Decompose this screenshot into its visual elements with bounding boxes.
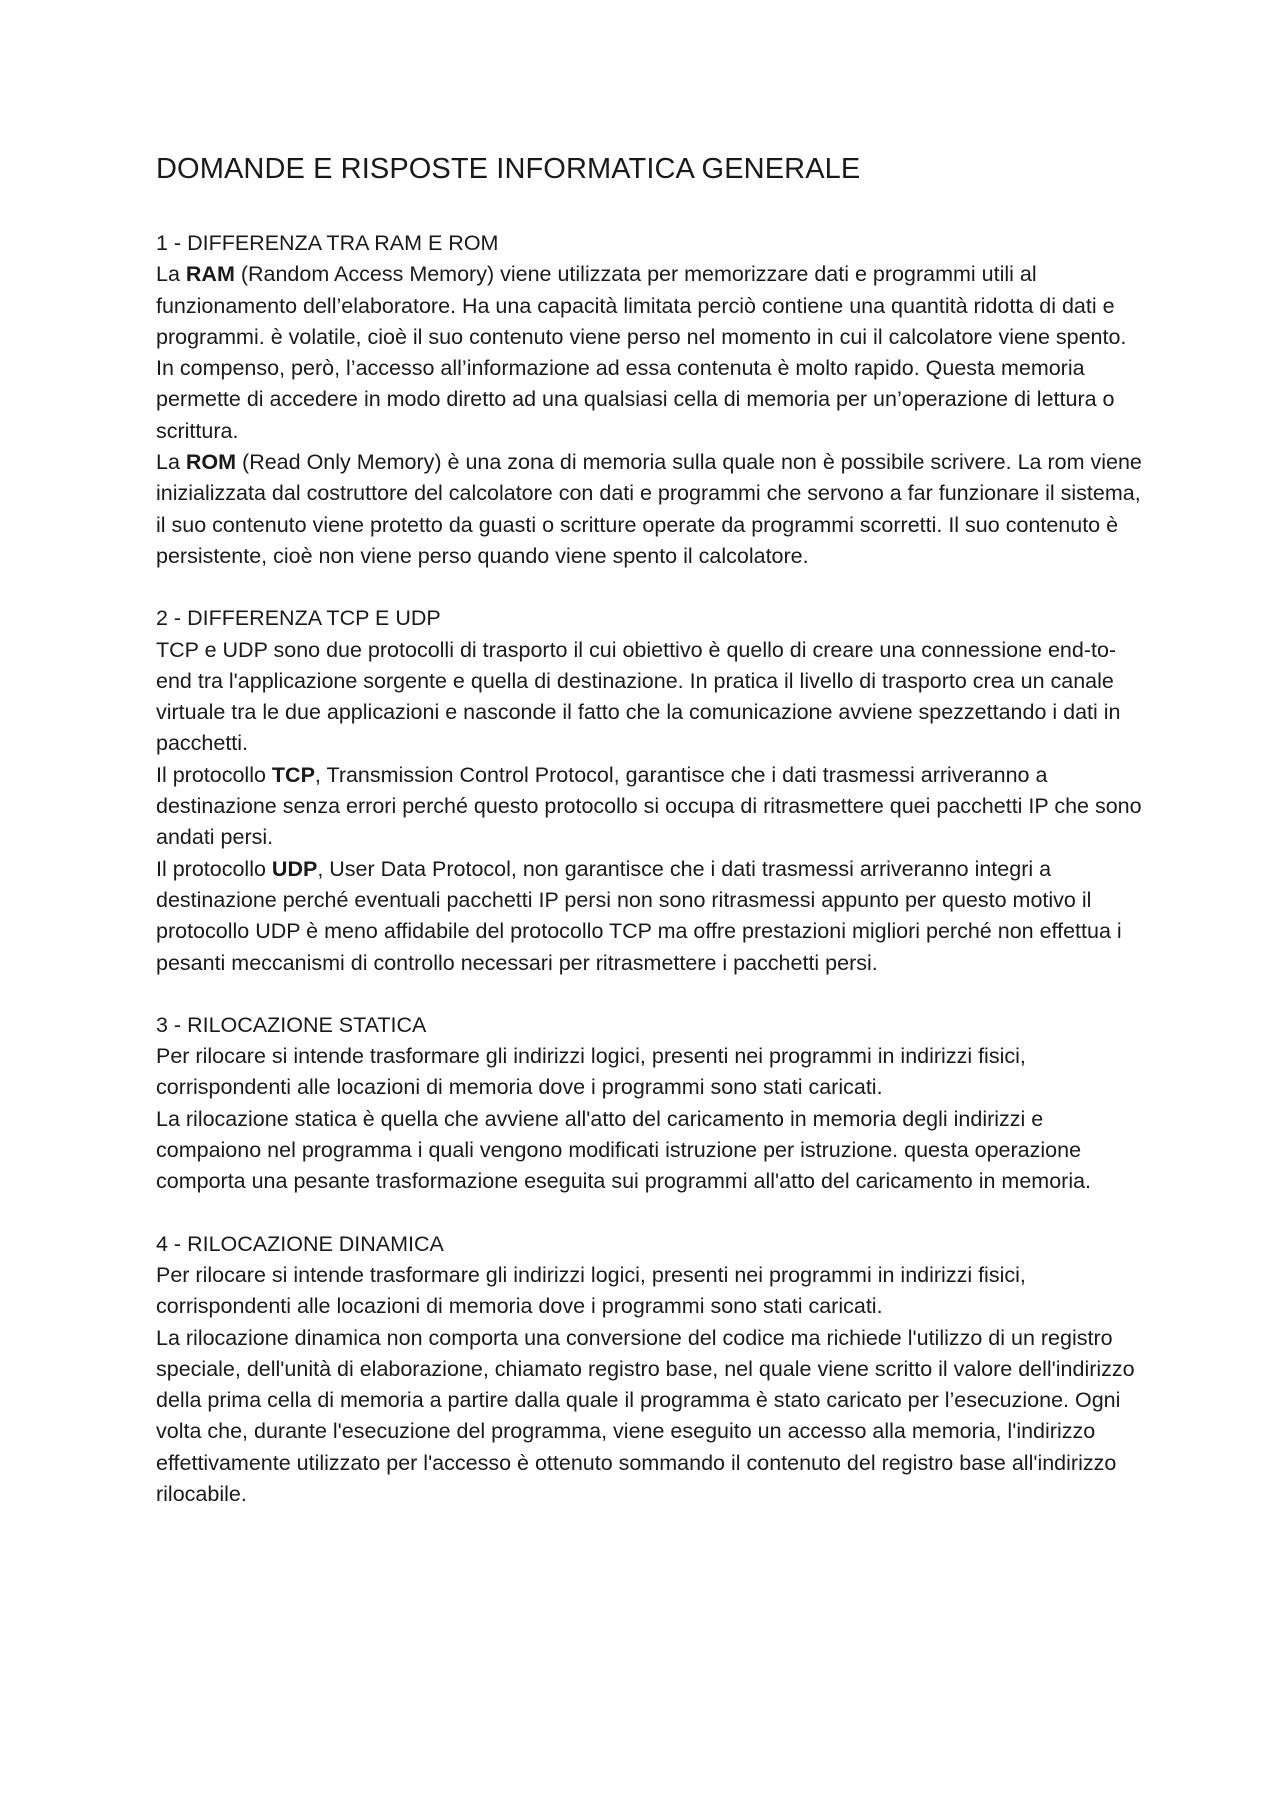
paragraph-text: TCP e UDP sono due protocolli di trasporto il cui obiettivo è quello di creare una connessione end-to-end tra l'applicazione sorgente e quella di destinazione. In pratica il livello di trasporto crea un canale virtuale tra le due applicazioni e nasconde il fatto che la comunicazione avviene spezzettando i dati in pacchetti. [156, 637, 1121, 756]
paragraph-text: Per rilocare si intende trasformare gli indirizzi logici, presenti nei programmi in indirizzi fisici, corrispondenti alle locazioni di memoria dove i programmi sono stati caricati. [156, 1044, 1026, 1100]
paragraph [156, 1104, 1146, 1198]
paragraph [156, 1260, 1146, 1323]
section-heading: 2 - DIFFERENZA TCP E UDP [156, 606, 441, 631]
section-heading: 4 - RILOCAZIONE DINAMICA [156, 1231, 444, 1256]
paragraph-text: La rilocazione dinamica non comporta una conversione del codice ma richiede l'utilizzo di un registro speciale, dell'unità di elaborazione, chiamato registro base, nel quale viene scritto il valore dell'indirizzo della prima cella di memoria a partire dalla quale il programma è stato caricato per l’esecuzione. Ogni volta che, durante l'esecuzione del programma, viene eseguito un accesso alla memoria, l'indirizzo effettivamente utilizzato per l'accesso è ottenuto sommando il contenuto del registro base all'indirizzo rilocabile. [156, 1325, 1135, 1506]
paragraph-text: , User Data Protocol, non garantisce che i dati trasmessi arriveranno integri a destinazione perché eventuali pacchetti IP persi non sono ritrasmessi appunto per questo motivo il protocollo UDP è meno affidabile del protocollo TCP ma offre prestazioni migliori perché non effettua i pesanti meccanismi di controllo necessari per ritrasmettere i pacchetti persi. [156, 856, 1122, 975]
paragraph-text: La rilocazione statica è quella che avviene all'atto del caricamento in memoria degli indirizzi e compaiono nel programma i quali vengono modificati istruzione per istruzione. questa operazione comporta una pesante trasformazione eseguita sui programmi all'atto del caricamento in memoria. [156, 1106, 1092, 1194]
section-rilocazione-dinamica [156, 1229, 1146, 1511]
paragraph-text: Il protocollo [156, 762, 272, 787]
bold-term: TCP [271, 762, 315, 787]
paragraph [156, 635, 1146, 760]
paragraph-text: La [156, 262, 186, 287]
section-tcp-udp [156, 603, 1146, 979]
paragraph-text: (Random Access Memory) viene utilizzata per memorizzare dati e programmi utili al funzionamento dell’elaboratore. Ha una capacità limitata perciò contiene una quantità ridotta di dati e programmi. è volatile, cioè il suo contenuto viene perso nel momento in cui il calcolatore viene spento. In compenso, però, l’accesso all’informazione ad essa contenuta è molto rapido. Questa memoria permette di accedere in modo diretto ad una qualsiasi cella di memoria per un’operazione di lettura o scrittura. [156, 262, 1127, 443]
section-heading: 3 - RILOCAZIONE STATICA [156, 1012, 427, 1037]
section-ram-rom [156, 228, 1146, 572]
paragraph [156, 1041, 1146, 1104]
paragraph [156, 854, 1146, 979]
paragraph-text: (Read Only Memory) è una zona di memoria sulla quale non è possibile scrivere. La rom viene inizializzata dal costruttore del calcolatore con dati e programmi che servono a far funzionare il sistema, il suo contenuto viene protetto da guasti o scritture operate da programmi scorretti. Il suo contenuto è persistente, cioè non viene perso quando viene spento il calcolatore. [156, 450, 1142, 568]
bold-term: ROM [185, 450, 237, 475]
document-page [156, 150, 1146, 1541]
paragraph [156, 259, 1146, 447]
paragraph [156, 1323, 1146, 1511]
document-title: DOMANDE E RISPOSTE INFORMATICA GENERALE [156, 153, 861, 185]
bold-term: RAM [185, 262, 235, 287]
paragraph-text: , Transmission Control Protocol, garantisce che i dati trasmessi arriveranno a destinazione senza errori perché questo protocollo si occupa di ritrasmettere quei pacchetti IP che sono andati persi. [156, 762, 1142, 850]
paragraph [156, 760, 1146, 854]
paragraph [156, 447, 1146, 572]
paragraph-text: Per rilocare si intende trasformare gli indirizzi logici, presenti nei programmi in indirizzi fisici, corrispondenti alle locazioni di memoria dove i programmi sono stati caricati. [156, 1262, 1026, 1319]
section-rilocazione-statica [156, 1010, 1146, 1198]
paragraph-text: Il protocollo [156, 856, 272, 881]
paragraph-text: La [156, 450, 186, 475]
section-heading: 1 - DIFFERENZA TRA RAM E ROM [156, 231, 499, 255]
bold-term: UDP [271, 856, 318, 881]
